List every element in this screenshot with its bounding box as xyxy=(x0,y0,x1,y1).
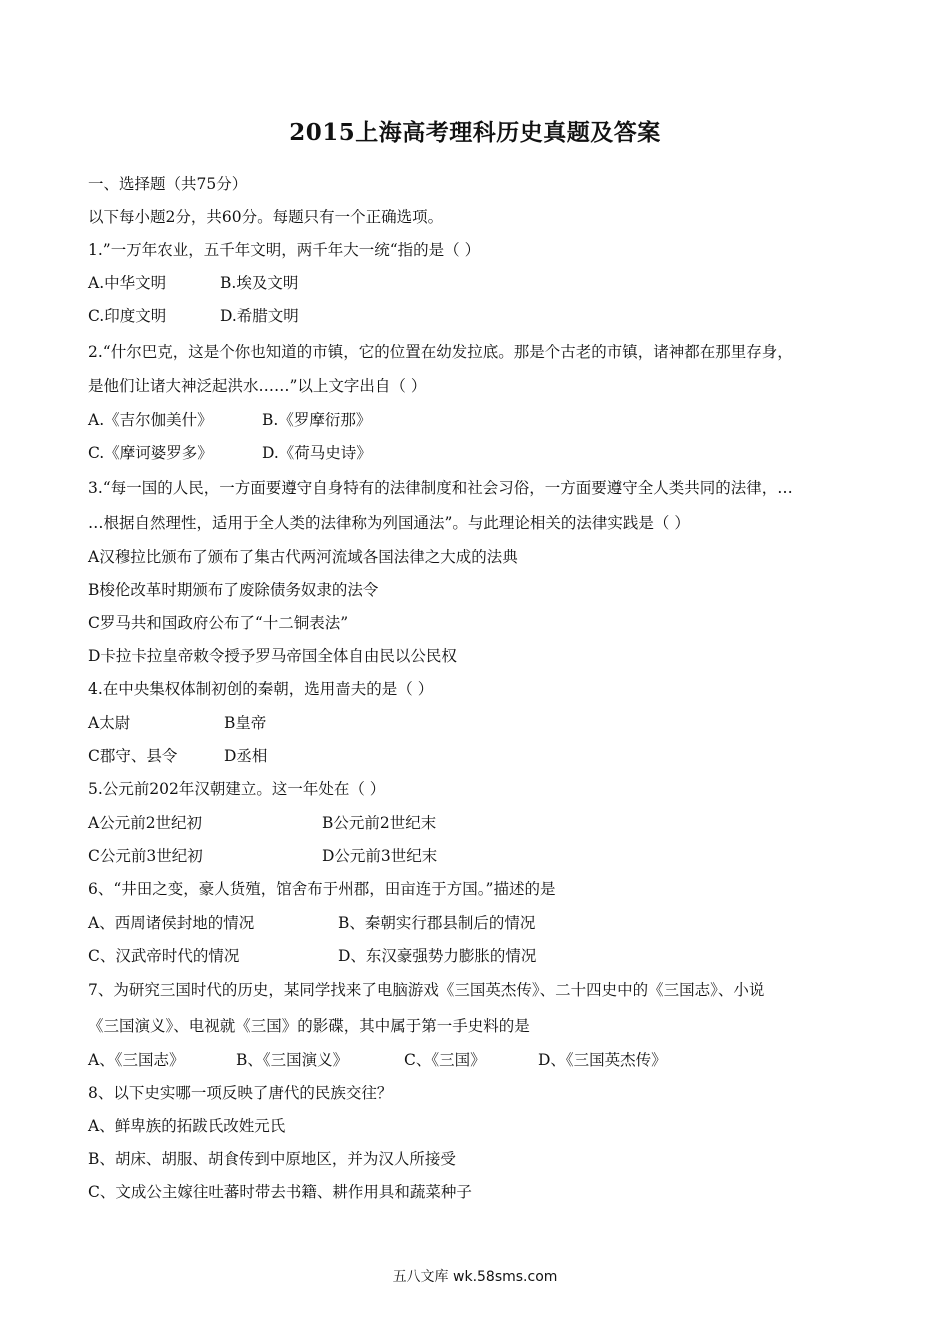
question-3-stem-line1: 3.“每一国的人民，一方面要遵守自身特有的法律制度和社会习俗，一方面要遵守全人类共同的法律，… xyxy=(88,479,793,497)
question-7-option-a: A、《三国志》 xyxy=(88,1051,185,1069)
question-6-option-d: D、东汉豪强势力膨胀的情况 xyxy=(338,947,537,965)
question-8-option-c: C、文成公主嫁往吐蕃时带去书籍、耕作用具和蔬菜种子 xyxy=(88,1183,472,1201)
question-2-option-d: D.《荷马史诗》 xyxy=(262,444,372,462)
question-1-option-a: A.中华文明 xyxy=(88,274,167,292)
question-4-stem: 4.在中央集权体制初创的秦朝，选用啬夫的是（ ） xyxy=(88,680,434,698)
question-7-option-b: B、《三国演义》 xyxy=(236,1051,349,1069)
question-3-stem-line2: …根据自然理性，适用于全人类的法律称为列国通法”。与此理论相关的法律实践是（ ） xyxy=(88,514,690,532)
question-5-stem: 5.公元前202年汉朝建立。这一年处在（ ） xyxy=(88,780,386,798)
question-5-option-d: D公元前3世纪末 xyxy=(322,847,438,865)
question-4-option-b: B皇帝 xyxy=(224,714,267,732)
document-title: 2015上海高考理科历史真题及答案 xyxy=(289,119,661,146)
question-2-option-b: B.《罗摩衍那》 xyxy=(262,411,372,429)
question-2-stem-line2: 是他们让诸大神泛起洪水……”以上文字出自（ ） xyxy=(88,377,427,395)
section-instructions: 以下每小题2分，共60分。每题只有一个正确选项。 xyxy=(88,208,444,226)
question-5-option-c: C公元前3世纪初 xyxy=(88,847,203,865)
question-3-option-c: C罗马共和国政府公布了“十二铜表法” xyxy=(88,614,349,632)
question-8-stem: 8、以下史实哪一项反映了唐代的民族交往？ xyxy=(88,1084,393,1102)
question-8-option-b: B、胡床、胡服、胡食传到中原地区，并为汉人所接受 xyxy=(88,1150,456,1168)
question-5-option-a: A公元前2世纪初 xyxy=(88,814,203,832)
question-3-option-d: D卡拉卡拉皇帝敕令授予罗马帝国全体自由民以公民权 xyxy=(88,647,457,665)
question-7-stem-line1: 7、为研究三国时代的历史，某同学找来了电脑游戏《三国英杰传》、二十四史中的《三国志》、小说 xyxy=(88,981,765,999)
question-5-option-b: B公元前2世纪末 xyxy=(322,814,437,832)
footer-watermark: 五八文库 wk.58sms.com xyxy=(392,1269,558,1285)
question-4-option-d: D丞相 xyxy=(224,747,268,765)
question-7-option-d: D、《三国英杰传》 xyxy=(538,1051,667,1069)
question-7-stem-line2: 《三国演义》、电视就《三国》的影碟，其中属于第一手史料的是 xyxy=(88,1017,530,1035)
question-6-option-c: C、汉武帝时代的情况 xyxy=(88,947,240,965)
question-2-stem-line1: 2.“什尔巴克，这是个你也知道的市镇，它的位置在幼发拉底。那是个古老的市镇，诸神都在那里存身， xyxy=(88,343,793,361)
question-6-stem: 6、“井田之变，豪人货殖，馆舍布于州郡，田亩连于方国。”描述的是 xyxy=(88,880,556,898)
question-2-option-a: A.《吉尔伽美什》 xyxy=(88,411,213,429)
question-1-option-d: D.希腊文明 xyxy=(220,307,299,325)
question-1-option-c: C.印度文明 xyxy=(88,307,167,325)
question-1-stem: 1.”一万年农业，五千年文明，两千年大一统“指的是（ ） xyxy=(88,241,481,259)
question-3-option-a: A汉穆拉比颁布了颁布了集古代两河流域各国法律之大成的法典 xyxy=(88,548,518,566)
question-4-option-c: C郡守、县令 xyxy=(88,747,178,765)
question-3-option-b: B梭伦改革时期颁布了废除债务奴隶的法令 xyxy=(88,581,379,599)
question-6-option-b: B、秦朝实行郡县制后的情况 xyxy=(338,914,536,932)
question-2-option-c: C.《摩诃婆罗多》 xyxy=(88,444,213,462)
question-1-option-b: B.埃及文明 xyxy=(220,274,299,292)
question-7-option-c: C、《三国》 xyxy=(404,1051,486,1069)
section-heading: 一、选择题（共75分） xyxy=(88,175,248,193)
question-8-option-a: A、鲜卑族的拓跋氏改姓元氏 xyxy=(88,1117,286,1135)
question-4-option-a: A太尉 xyxy=(88,714,131,732)
question-6-option-a: A、西周诸侯封地的情况 xyxy=(88,914,255,932)
